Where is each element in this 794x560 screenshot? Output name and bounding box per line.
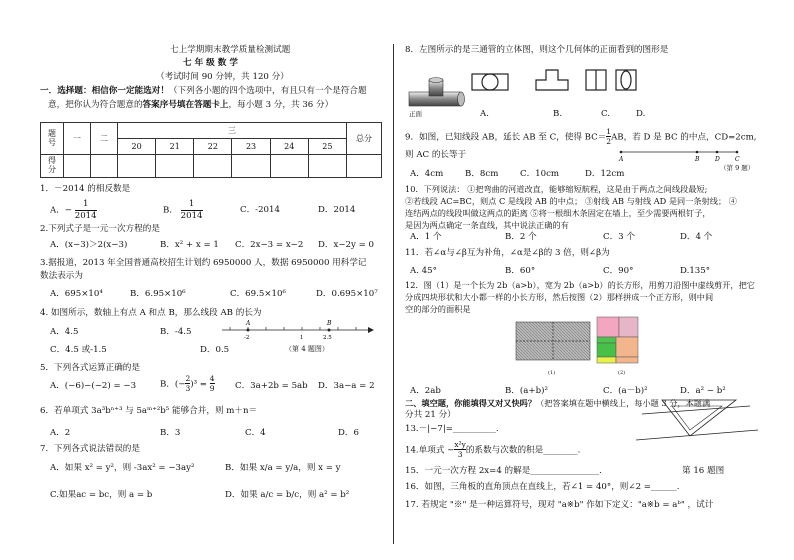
q5-option-a: A．(−6)−(−2) = −3 [50,381,137,391]
q12-fig1-caption: (1) [548,370,556,376]
q1-a-num: 1 [75,199,97,211]
score-sub-25: 25 [308,139,346,155]
q1-option-d: D．2014 [318,205,356,215]
q11-option-d: D.135° [680,266,711,276]
q8-option-a: A. [480,109,489,119]
score-cell[interactable] [270,155,308,178]
score-sub-23: 23 [232,139,270,155]
q4-stem: 4. 如图所示，数轴上有点 A 和点 B，那么线段 AB 的长为 [40,308,262,318]
score-row-label [41,155,64,178]
q5-b-tail: ³ = [193,379,210,390]
section1-instr-a: 意，把你认为符合题意的 [48,100,143,110]
q7-option-a: A．如果 x² = y²，则 -3ax² = −3ay² [50,463,195,473]
q10-line4: 是因为两点确定一条直线，其中说法正确的有 [405,220,569,230]
q1-b-den: 2014 [180,210,203,221]
figure2-pink [597,317,619,337]
option-d-rect [616,70,636,90]
q2-option-d: D．x−2y = 0 [318,240,374,250]
q8-option-d: D. [636,109,646,119]
svg-text:B: B [695,156,700,163]
q16-fig-caption: 第 16 题图 [682,466,725,476]
q6-stem: 6．若单项式 3a³bⁿ⁺³ 与 5aᵐ⁺²b⁵ 能够合并，则 m＋n＝ [40,406,258,416]
q1-b-num: 1 [181,199,203,211]
q11-option-c: C．90° [603,266,634,276]
q10-line3: 连结两点的线段叫做这两点的距离 ⑤将一根细木条固定在墙上，至少需要两根钉子， [405,208,711,218]
q17: 17. 若规定 "※" 是一种运算符号，现对 "a※b" 作如下定义："a※b = aᵇ" ，试计 [405,500,714,510]
score-cell[interactable] [232,155,270,178]
q11-stem: 11．若∠α与∠β互为补角，∠α是∠β的 3 倍，则∠β为 [405,248,610,258]
q16-triangle-figure [632,396,762,452]
q9-option-c: C．10cm [520,169,560,179]
label-b: B [327,320,332,327]
q7-option-b: B．如果 x/a = y/a，则 x = y [225,463,341,473]
q9-frac-n: 1 [606,127,612,136]
q2-option-b: B．x² + x = 1 [160,240,219,250]
score-cell[interactable] [194,155,232,178]
q1-b-label: B． [163,205,178,216]
score-cell[interactable] [156,155,194,178]
q14-a: 14.单项式 − [405,445,455,456]
subject-title: 七 年 级 数 学 [183,58,238,68]
q6-option-b: B．3 [160,428,181,438]
column-divider [393,44,394,544]
q8-option-b: B. [553,109,563,119]
q12-fig2-caption: (2) [618,370,626,376]
score-cell[interactable] [308,155,346,178]
q5-option-c: C．3a+2b = 5ab [235,381,308,391]
q10-line1: 10．下列说法： ①把弯曲的河道改直，能够缩短航程，这是由于两点之间线段最短; [405,184,708,194]
q6-option-c: C．4 [245,428,266,438]
q9-option-b: B．8cm [465,169,499,179]
score-r-fen: 分 [48,165,56,174]
q9-frac-d: 2 [606,137,612,147]
score-col-1: 一 [64,123,91,155]
q4-number-line [218,318,378,344]
score-sub-20: 20 [118,139,156,155]
q7-option-c: C.如果ac = bc，则 a = b [50,490,153,500]
q1-stem: 1．－2014 的相反数是 [40,184,131,194]
label-a: A [246,320,251,327]
q9-l1: 9．如图，已知线段 AB，延长 AB 至 C，使得 BC＝ [405,132,607,143]
tick-25: 2.5 [323,335,332,341]
figure2-green-top [597,337,619,343]
q9-l1b: AB，若 D 是 BC 的中点，CD=2cm, [611,132,757,143]
tick-m2: -2 [244,335,250,341]
time-note: （考试时间 90 分钟，共 120 分） [156,72,289,82]
figure2-green [597,343,616,357]
score-col-2: 二 [91,123,118,155]
figure2-orange [616,337,638,357]
q5-b-label: B．(− [160,379,186,390]
score-col-3: 三 [118,123,347,139]
section1-instr-c: ，每小题 3 分，共 36 分） [228,100,334,110]
score-h-hao: 号 [48,137,56,147]
q14-num: x²y [454,440,466,449]
section2-line2: 分共 21 分） [405,410,456,420]
q3-option-a: A．695×10⁴ [50,289,103,299]
svg-text:A: A [619,156,624,163]
option-d-ellipse [621,71,631,89]
point-b [328,329,331,332]
q12-line1: 12．图（1）是一个长为 2b（a>b），宽为 2b（a>b）的长方形，用剪刀沿图中虚线剪开，把它 [405,280,755,290]
svg-text:D: D [715,156,720,163]
q1-a-label: A．− [50,205,73,216]
score-cell[interactable] [347,155,382,178]
q10-line2: ②若线段 AC=BC，则点 C 是线段 AB 的中点； ③射线 AB 与射线 AD 是同一条射线； ④ [405,196,737,206]
q10-option-d: D．4 个 [680,232,713,242]
section1-line2 [48,100,333,111]
q12-option-c: C．(a－b)² [603,386,648,396]
q1-a-den: 2014 [74,210,97,221]
q8-stem: 8．左图所示的是三通管的立体图，则这个几何体的正面看到的图形是 [405,45,669,55]
section2-heading: 二、填空题，你能填得又对又快吗？ [405,398,537,408]
q10-option-c: C．3 个 [603,232,635,242]
score-sub-22: 22 [194,139,232,155]
q5-stem: 5．下列各式运算正确的是 [40,363,140,373]
q10-option-a: A．1 个 [410,232,442,242]
option-a-rect [472,74,508,90]
q4-option-a: A．4.5 [50,327,79,337]
q1-option-a [50,199,97,221]
exam-title: 七上学期期末教学质量检测试题 [170,45,291,55]
q7-option-d: D．如果 a/c = b/c，则 a² = b² [225,490,350,500]
q12-option-a: A．2ab [410,386,441,396]
q14 [405,440,580,460]
q9-fig-caption: （第 9 题） [720,164,755,172]
q6-option-d: D．6 [338,428,359,438]
q4-fig-caption: （第 4 题图） [285,345,329,353]
q12-figures [514,316,694,382]
q7-stem: 7．下列各式说法错误的是 [40,444,140,454]
section1-heading: 一．选择题：相信你一定能选对！ [40,86,169,96]
q12-line2: 分成四块形状和大小都一样的小长方形，然后按图（2）那样拼成一个正方形，则中间 [405,292,714,302]
q14-den: 3 [457,450,463,460]
score-cell[interactable] [118,155,156,178]
score-table [40,122,382,178]
score-sub-24: 24 [270,139,308,155]
section2-note: （把答案填在题中横线上，每小题 3 分，本题满 [536,398,711,408]
section1-instructions: （下列各小题的四个选项中，有且只有一个是符合题 [168,86,367,96]
score-cell[interactable] [64,155,91,178]
score-col-total: 总分 [347,123,382,155]
q3-line1: 3.据报道，2013 年全国普通高校招生计划约 6950000 人，数据 6950000 用科学记 [40,258,367,268]
figure2-orange-bottom [616,357,638,363]
q12-line3: 空的部分的面积是 [405,304,471,314]
q9-line1 [405,127,756,147]
q3-option-c: C．69.5×10⁶ [230,289,286,299]
q2-option-c: C．2x−3 = x−2 [235,240,304,250]
q3-line2: 数法表示为 [40,271,83,281]
q5-option-b: B．(− $\frac{2}{3}$ )³ = $\frac{4}{9}$ [160,374,215,394]
q8-option-c: C. [601,109,611,119]
score-h-ti: 题 [48,128,56,138]
q12-option-d: D．a² − b² [680,386,726,396]
q1-option-c: C．-2014 [240,205,280,215]
q13: 13.－|−7|=__________. [405,424,499,434]
q1-option-b [163,199,203,221]
q8-options-figure [470,66,640,102]
tick-1: 1 [300,335,304,341]
q14-b: 的系数与次数的积是________. [465,445,581,456]
figure2-pink2 [619,317,638,337]
section1-line1 [40,86,367,97]
figure2-yellow [597,357,616,363]
q4-option-d: D．0.5 [200,345,230,355]
q3-option-d: D．0.695×10⁷ [316,289,378,299]
q2-option-a: A．(x−3)＞2(x−3) [50,240,128,250]
triangle-ruler [662,400,736,436]
option-b-shape [536,70,568,90]
parallel-line [642,406,750,414]
q11-option-b: B．60° [505,266,536,276]
svg-text:C: C [735,156,740,163]
arrow-icon [368,327,374,333]
score-r-de: 得 [48,156,56,166]
q9-option-d: D．12cm [585,169,625,179]
q5-option-d: D．3a−a = 2 [318,381,375,391]
score-header-cell [41,123,64,155]
straight-line [636,430,758,440]
q10-option-b: B．2 个 [505,232,537,242]
score-sub-21: 21 [156,139,194,155]
q9-line2: 则 AC 的长等于 [405,150,467,160]
q16: 16．如图，三角板的直角顶点在直线上，若∠1 = 40°，则∠2 =______. [405,482,680,492]
q9-option-a: A．4cm [410,169,444,179]
q11-option-a: A. 45° [410,266,437,276]
q8-front-label: 正面 [409,110,422,118]
q6-option-a: A．2 [50,428,71,438]
section1-instr-b: 答案序号填在答题卡上 [142,100,229,110]
q2-stem: 2.下列式子是一元一次方程的是 [40,224,160,234]
score-cell[interactable] [91,155,118,178]
q12-option-b: B．(a+b)² [505,386,548,396]
q4-option-c: C．4.5 或-1.5 [50,345,107,355]
option-a-circle [482,74,498,90]
q15: 15．一元一次方程 2x=4 的解是________________. [405,466,602,476]
q3-option-b: B．6.95×10⁶ [130,289,186,299]
q4-option-b: B．-4.5 [160,327,192,337]
point-a [247,329,250,332]
